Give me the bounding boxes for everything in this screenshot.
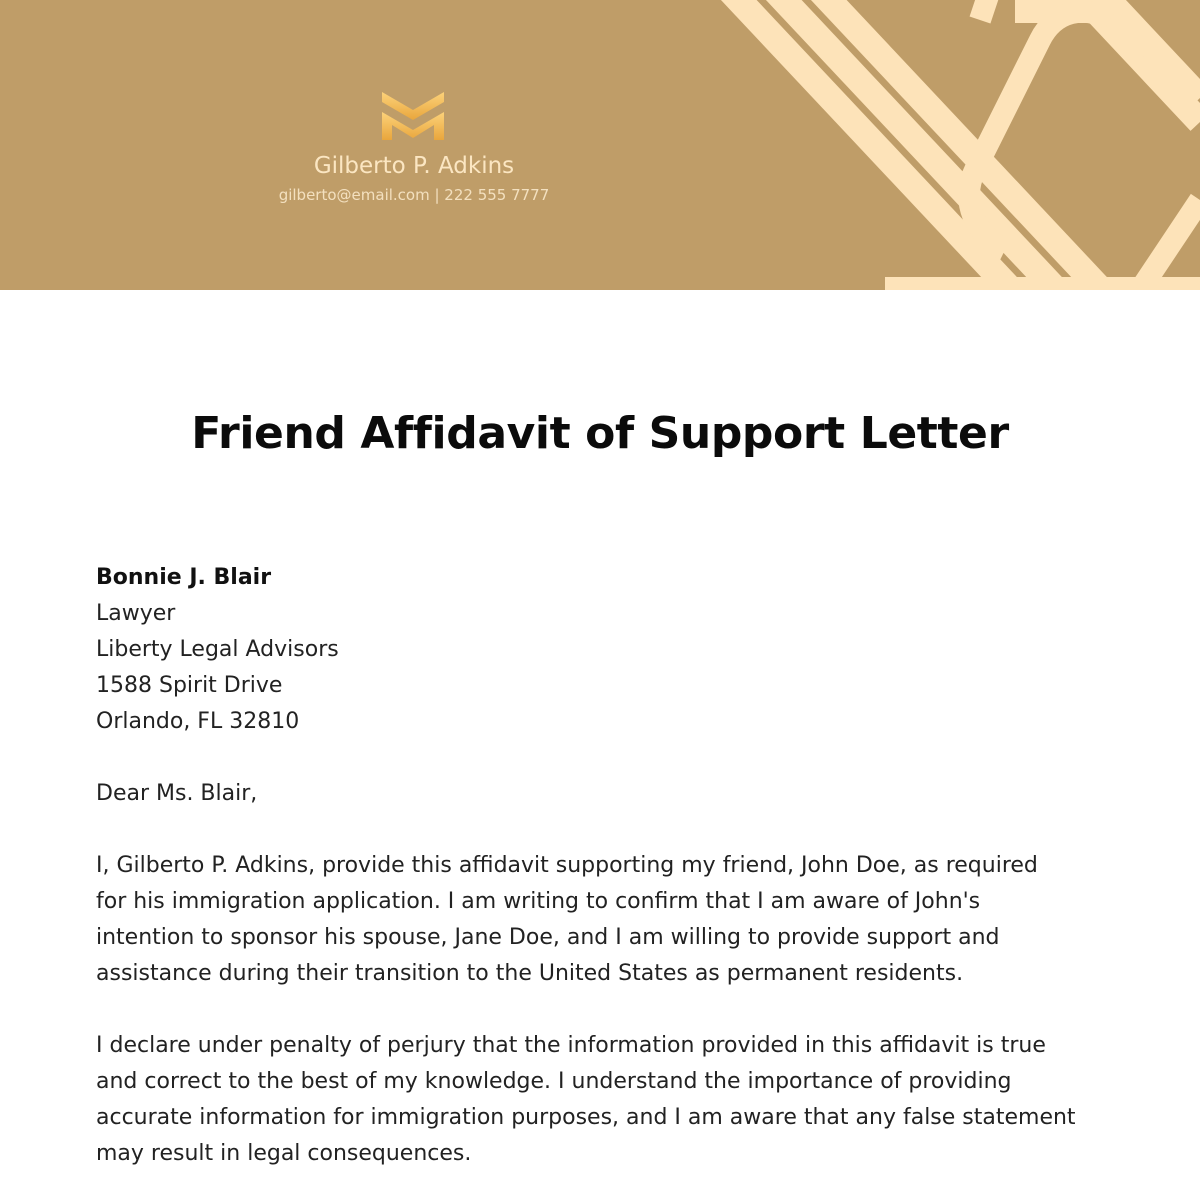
- paragraph-2: [96, 1028, 1116, 1172]
- paragraph-line: intention to sponsor his spouse, Jane Doe, and I am willing to provide support and: [96, 925, 1000, 950]
- recipient-company: Liberty Legal Advisors: [96, 637, 339, 662]
- document-title: Friend Affidavit of Support Letter: [191, 408, 1009, 459]
- letter-body: [96, 560, 1116, 1172]
- recipient-position: Lawyer: [96, 601, 176, 626]
- paragraph-line: assistance during their transition to the United States as permanent residents.: [96, 961, 964, 986]
- double-m-chevron-logo-icon: [380, 90, 446, 142]
- recipient-address-block: [96, 560, 1116, 740]
- letterhead-banner: [0, 0, 1200, 290]
- paragraph-line: I, Gilberto P. Adkins, provide this affidavit supporting my friend, John Doe, as required: [96, 853, 1038, 878]
- sender-name: Gilberto P. Adkins: [313, 153, 515, 179]
- salutation: Dear Ms. Blair,: [96, 781, 258, 806]
- paragraph-line: may result in legal consequences.: [96, 1141, 472, 1166]
- diagonal-stripes-pattern: [0, 0, 1200, 290]
- paragraph-line: I declare under penalty of perjury that the information provided in this affidavit is true: [96, 1033, 1046, 1058]
- paragraph-line: and correct to the best of my knowledge. I understand the importance of providing: [96, 1069, 1012, 1094]
- recipient-street: 1588 Spirit Drive: [96, 673, 283, 698]
- recipient-city-state-zip: Orlando, FL 32810: [96, 709, 300, 734]
- paragraph-line: for his immigration application. I am writing to confirm that I am aware of John's: [96, 889, 981, 914]
- recipient-name: Bonnie J. Blair: [96, 565, 272, 590]
- paragraph-1: [96, 848, 1116, 992]
- paragraph-line: accurate information for immigration purposes, and I am aware that any false statement: [96, 1105, 1076, 1130]
- sender-contact: gilberto@email.com | 222 555 7777: [278, 186, 550, 204]
